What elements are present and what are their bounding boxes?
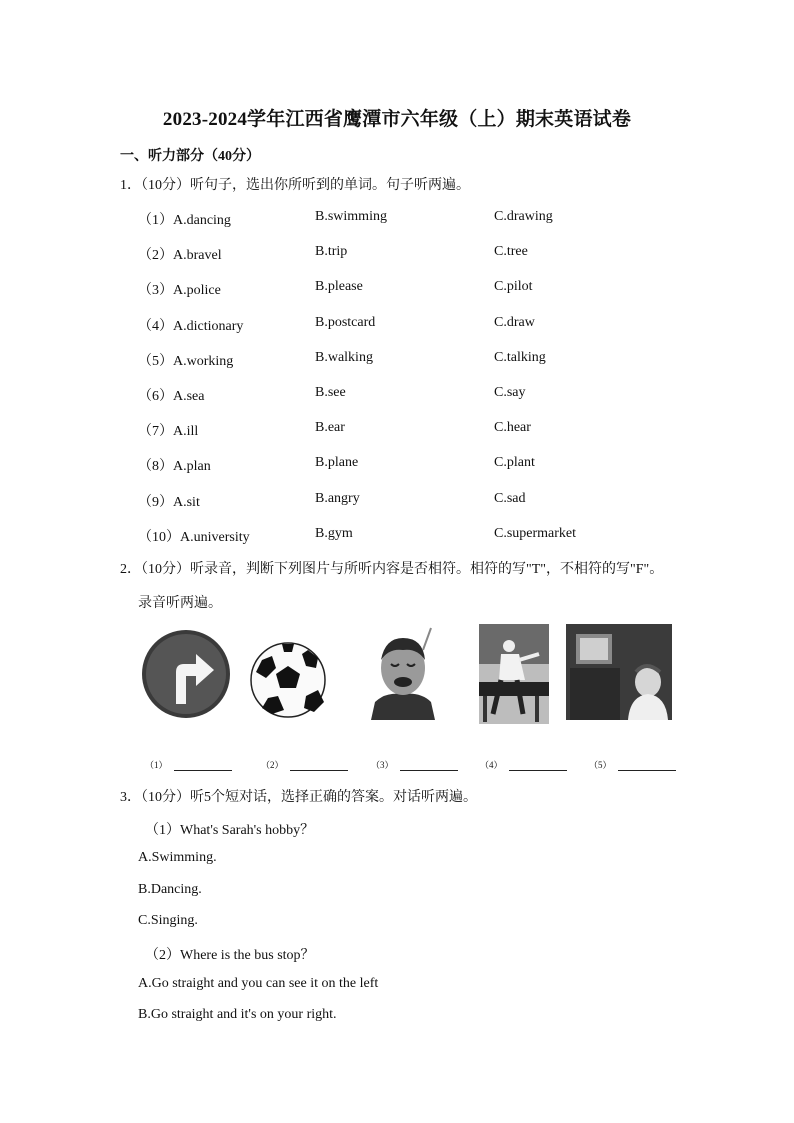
option-a: （2）A.bravel (138, 248, 222, 264)
question-1-row (138, 385, 698, 407)
option-b: B.swimming (315, 209, 387, 224)
answer-blank-label: （1） (145, 760, 168, 770)
answer-blank-line[interactable] (509, 760, 567, 771)
option-a: （8）A.plan (138, 459, 211, 475)
question-1-row (138, 315, 698, 337)
question-3-option: C.Singing. (138, 912, 198, 928)
section-heading-listening: 一、听力部分（40分） (120, 149, 260, 164)
question-1-row (138, 526, 698, 548)
option-c: C.pilot (494, 279, 533, 295)
answer-blank-line[interactable] (290, 760, 348, 771)
question-2-stem-cont: 录音听两遍。 (138, 596, 222, 611)
soccer-ball-image (248, 624, 328, 720)
question-3-option: B.Dancing. (138, 881, 202, 897)
option-b: B.trip (315, 244, 348, 260)
option-b: B.angry (315, 490, 360, 506)
question-1-row (138, 491, 698, 513)
question-1-row (138, 209, 698, 231)
table-tennis-image (479, 624, 549, 724)
question-3-option: A.Swimming. (138, 850, 217, 866)
option-a: （3）A.police (138, 283, 221, 299)
answer-blank-line[interactable] (174, 760, 232, 771)
option-a: （4）A.dictionary (138, 318, 244, 334)
question-3-stem: 3．（10分）听5个短对话，选择正确的答案。对话听两遍。 (120, 790, 477, 805)
option-b: B.see (315, 385, 346, 400)
answer-blank-label: （5） (589, 760, 612, 770)
option-c: C.talking (494, 349, 546, 365)
option-a: （6）A.sea (138, 389, 205, 404)
option-b: B.plane (315, 455, 359, 471)
answer-blank-label: （3） (371, 760, 394, 770)
option-a: （9）A.sit (138, 494, 200, 510)
option-c: C.draw (494, 314, 535, 330)
answer-blank[interactable] (480, 758, 567, 771)
option-c: C.say (494, 385, 526, 400)
answer-blank[interactable] (371, 758, 458, 771)
question-1-row (138, 420, 698, 442)
answer-blank-line[interactable] (400, 760, 458, 771)
option-c: C.tree (494, 244, 528, 260)
answer-blank[interactable] (261, 758, 348, 771)
question-3-option: B.Go straight and it's on your right. (138, 1006, 337, 1022)
answer-blank-label: （2） (261, 760, 284, 770)
option-a: （5）A.working (138, 353, 234, 369)
page-title: 2023-2024学年江西省鹰潭市六年级（上）期末英语试卷 (162, 109, 632, 130)
option-c: C.plant (494, 455, 535, 471)
option-b: B.ear (315, 420, 345, 436)
question-1-row (138, 244, 698, 266)
option-c: C.supermarket (494, 525, 577, 541)
answer-blank-line[interactable] (618, 760, 676, 771)
question-3-subquestion: （1）What's Sarah's hobby？ (145, 823, 315, 838)
question-3-option: A.Go straight and you can see it on the left (138, 975, 379, 991)
option-a: （1）A.dancing (138, 213, 231, 228)
option-c: C.drawing (494, 209, 553, 224)
girl-watching-tv-image (566, 624, 672, 720)
answer-blank-label: （4） (480, 760, 503, 770)
option-c: C.sad (494, 490, 526, 506)
question-2-answer-blanks (145, 758, 685, 774)
question-2-stem: 2．（10分）听录音，判断下列图片与所听内容是否相符。相符的写"T"，不相符的写"F"。 (120, 562, 664, 577)
option-b: B.postcard (315, 314, 376, 330)
question-1-row (138, 279, 698, 301)
question-1-row (138, 350, 698, 372)
turn-right-sign-image (138, 624, 234, 720)
question-1-stem: 1．（10分）听句子，选出你所听到的单词。句子听两遍。 (120, 178, 470, 193)
question-3-subquestion: （2）Where is the bus stop？ (145, 948, 315, 964)
option-c: C.hear (494, 420, 531, 436)
question-1-row (138, 455, 698, 477)
answer-blank[interactable] (145, 758, 232, 771)
option-b: B.please (315, 279, 363, 295)
crying-boy-image (365, 624, 441, 720)
question-2-pictures (138, 624, 678, 728)
option-b: B.walking (315, 349, 373, 365)
option-b: B.gym (315, 525, 353, 541)
option-a: （10）A.university (138, 529, 250, 545)
answer-blank[interactable] (589, 758, 676, 771)
option-a: （7）A.ill (138, 424, 199, 440)
